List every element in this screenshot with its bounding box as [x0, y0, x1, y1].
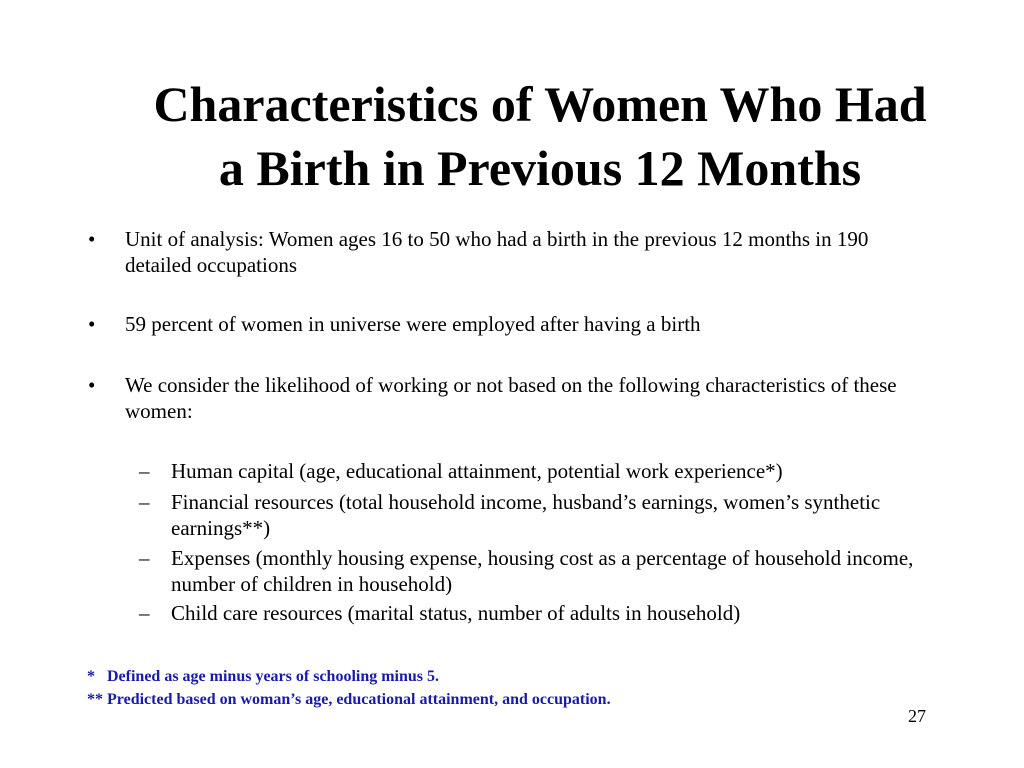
sub-bullet-marker: –	[139, 546, 150, 570]
sub-bullet-item	[139, 489, 961, 541]
footnote-2	[87, 690, 887, 710]
sub-bullet-text: Child care resources (marital status, number of adults in household)	[171, 601, 741, 625]
bullet-text: We consider the likelihood of working or not based on the following characteristics of these women:	[125, 373, 897, 423]
sub-bullet-item	[139, 600, 961, 626]
bullet-item	[88, 372, 925, 424]
sub-bullet-marker: –	[139, 490, 150, 514]
sub-bullet-marker: –	[139, 601, 150, 625]
bullet-item	[88, 311, 925, 337]
bullet-text: 59 percent of women in universe were employed after having a birth	[125, 312, 701, 336]
bullet-marker: •	[88, 227, 96, 251]
bullet-marker: •	[88, 373, 96, 397]
sub-bullet-item	[139, 458, 961, 484]
slide-title-line-1: Characteristics of Women Who Had	[153, 76, 927, 132]
sub-bullet-marker: –	[139, 459, 150, 483]
footnote-marker: *	[87, 668, 107, 685]
slide-title-line-2: a Birth in Previous 12 Months	[218, 140, 862, 196]
sub-bullet-item	[139, 545, 961, 597]
sub-bullet-text: Expenses (monthly housing expense, housing cost as a percentage of household income, number of children in household)	[171, 546, 914, 596]
footnote-marker: **	[87, 691, 107, 708]
footnote-text: Predicted based on woman’s age, educational attainment, and occupation.	[107, 691, 611, 708]
bullet-item	[88, 226, 925, 278]
sub-bullet-text: Financial resources (total household income, husband’s earnings, women’s synthetic earnings**)	[171, 490, 881, 540]
bullet-text: Unit of analysis: Women ages 16 to 50 who had a birth in the previous 12 months in 190 detailed occupations	[125, 227, 869, 277]
bullet-marker: •	[88, 312, 96, 336]
sub-bullet-text: Human capital (age, educational attainment, potential work experience*)	[171, 459, 783, 483]
slide-title	[60, 72, 1020, 200]
page-number: 27	[908, 706, 926, 726]
footnote-1	[87, 667, 887, 687]
footnote-text: Defined as age minus years of schooling minus 5.	[107, 668, 440, 685]
